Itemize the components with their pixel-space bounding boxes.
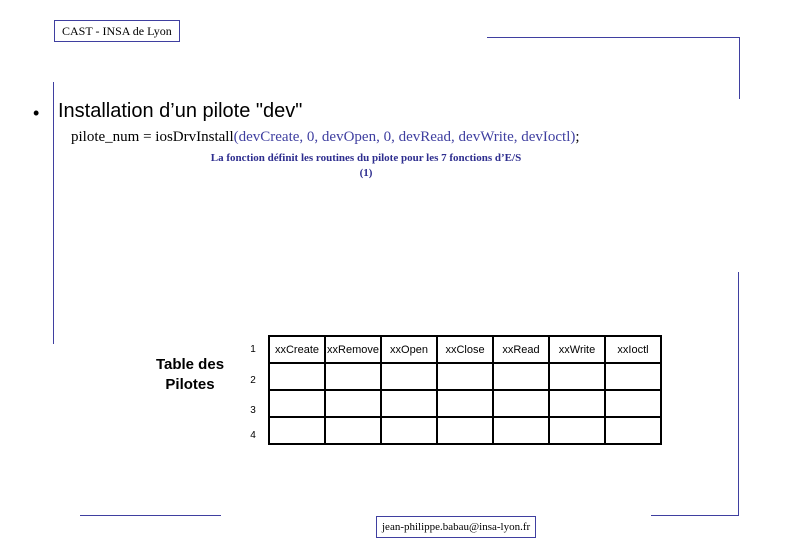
table-cell xyxy=(493,363,549,390)
table-cell xyxy=(381,390,437,417)
bullet-marker: • xyxy=(33,103,40,123)
frame-line-bottom-right xyxy=(651,515,739,516)
table-cell xyxy=(437,390,493,417)
table-cell xyxy=(381,417,437,444)
row-number-3: 3 xyxy=(250,405,256,416)
table-cell xyxy=(381,363,437,390)
table-cell xyxy=(325,363,381,390)
table-cell xyxy=(493,417,549,444)
code-line xyxy=(71,129,580,146)
bullet-heading: Installation d’un pilote "dev" xyxy=(58,100,303,122)
table-row xyxy=(269,417,661,444)
frame-line-right-lower xyxy=(738,272,739,516)
code-assign: pilote_num = iosDrvInstall xyxy=(71,129,234,145)
code-end: ; xyxy=(575,129,580,145)
table-cell-xxclose: xxClose xyxy=(437,336,493,363)
frame-line-right-upper xyxy=(739,37,740,99)
table-cell xyxy=(437,417,493,444)
table-cell-xxread: xxRead xyxy=(493,336,549,363)
row-number-1: 1 xyxy=(250,344,256,355)
frame-line-left xyxy=(53,82,54,344)
code-args: (devCreate, 0, devOpen, 0, devRead, devWrite, devIoctl) xyxy=(233,129,576,145)
table-cell-xxcreate: xxCreate xyxy=(269,336,325,363)
note-line-2: (1) xyxy=(359,167,373,179)
table-row xyxy=(269,336,661,363)
table-cell xyxy=(325,390,381,417)
frame-line-top-right xyxy=(487,37,740,38)
table-cell-xxwrite: xxWrite xyxy=(549,336,605,363)
driver-table xyxy=(268,335,662,445)
table-cell xyxy=(269,417,325,444)
table-cell-xxioctl: xxIoctl xyxy=(605,336,661,363)
footer-email: jean-philippe.babau@insa-lyon.fr xyxy=(376,516,536,538)
row-number-2: 2 xyxy=(250,375,256,386)
table-cell xyxy=(269,363,325,390)
table-cell-xxremove: xxRemove xyxy=(325,336,381,363)
table-cell xyxy=(605,390,661,417)
table-cell xyxy=(493,390,549,417)
table-title xyxy=(140,355,240,395)
table-cell xyxy=(325,417,381,444)
table-cell xyxy=(605,363,661,390)
header-label: CAST - INSA de Lyon xyxy=(54,20,180,42)
note-line-1: La fonction définit les routines du pilote pour les 7 fonctions d’E/S xyxy=(210,152,522,164)
table-title-line-1: Table des xyxy=(155,356,225,373)
table-row xyxy=(269,363,661,390)
table-cell xyxy=(437,363,493,390)
frame-line-bottom-left xyxy=(80,515,221,516)
table-cell xyxy=(549,417,605,444)
table-cell-xxopen: xxOpen xyxy=(381,336,437,363)
table-row xyxy=(269,390,661,417)
table-cell xyxy=(549,390,605,417)
table-cell xyxy=(269,390,325,417)
table-cell xyxy=(605,417,661,444)
table-title-line-2: Pilotes xyxy=(165,376,215,393)
table-cell xyxy=(549,363,605,390)
row-number-4: 4 xyxy=(250,430,256,441)
